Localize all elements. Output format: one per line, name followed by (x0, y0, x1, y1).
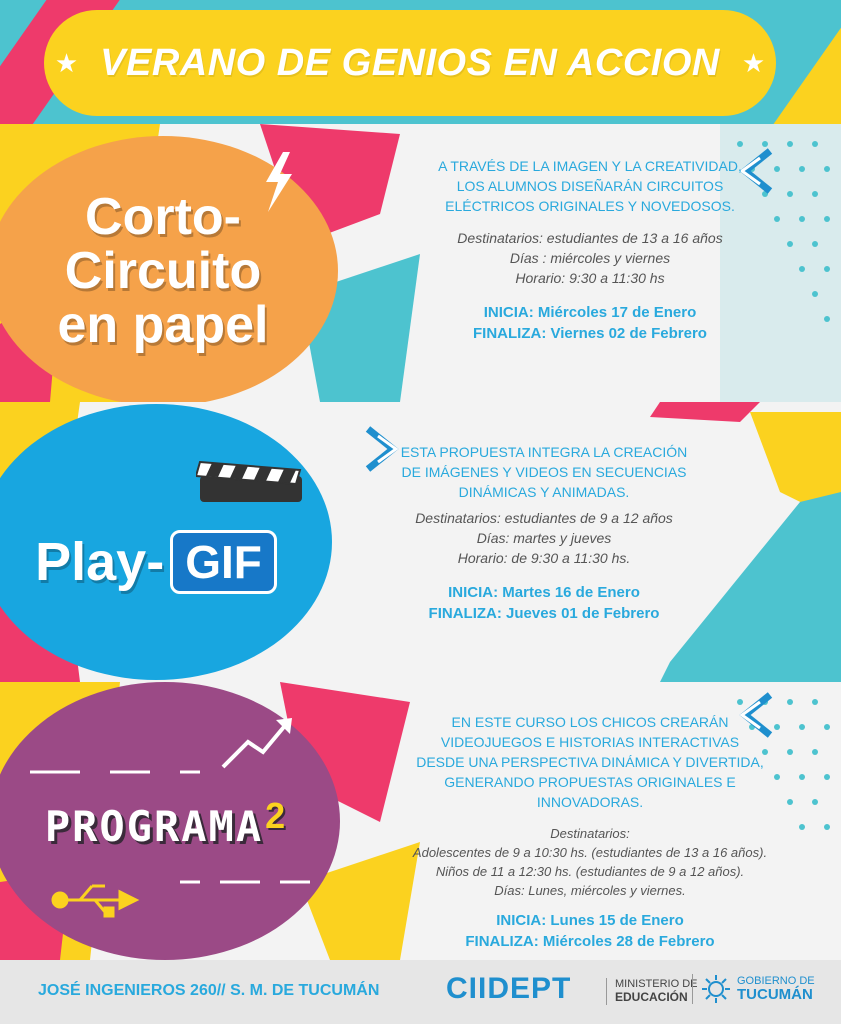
footer (0, 960, 841, 1024)
course-description (374, 442, 714, 502)
meta-line: Horario: 9:30 a 11:30 hs (515, 270, 665, 286)
meta-line: Destinatarios: estudiantes de 9 a 12 años (415, 510, 673, 526)
usb-icon (50, 880, 140, 920)
gobierno-text (737, 975, 815, 1003)
description-line: EN ESTE CURSO LOS CHICOS CREARÁN (451, 714, 729, 730)
description-line: DESDE UNA PERSPECTIVA DINÁMICA Y DIVERTIDA, (416, 754, 764, 770)
description-line: GENERANDO PROPUESTAS ORIGINALES E INNOVADORAS. (444, 774, 736, 810)
course-name-badge: GIF (170, 530, 277, 594)
star-icon: ★ (741, 47, 766, 78)
course-name-suffix: 2 (265, 795, 286, 836)
ministerio-logo (606, 978, 698, 1005)
course-description (390, 712, 790, 812)
course-section-programa2 (0, 682, 841, 960)
course-name-line: Circuito (64, 242, 262, 300)
end-date: FINALIZA: Miércoles 28 de Febrero (465, 933, 715, 950)
clapperboard-icon (196, 460, 306, 504)
growth-arrow-icon (218, 712, 298, 772)
description-line: ELÉCTRICOS ORIGINALES Y NOVEDOSOS. (445, 198, 735, 214)
lightning-icon (258, 152, 298, 212)
meta-line: Días : miércoles y viernes (509, 250, 671, 266)
header-banner (0, 0, 841, 124)
start-date: INICIA: Miércoles 17 de Enero (483, 304, 697, 321)
meta-line: Niños de 11 a 12:30 hs. (estudiantes de 9 a 12 años). (435, 864, 745, 879)
course-info (390, 712, 790, 952)
meta-line: Días: Lunes, miércoles y viernes. (494, 883, 686, 898)
end-date: FINALIZA: Jueves 01 de Febrero (428, 605, 660, 622)
title-banner (44, 10, 776, 116)
course-name-line: Corto- (85, 188, 241, 246)
ministerio-line: EDUCACIÓN (615, 990, 688, 1004)
ministerio-line: MINISTERIO DE (615, 978, 698, 990)
description-line: DE IMÁGENES Y VIDEOS EN SECUENCIAS (401, 464, 687, 480)
course-meta (374, 508, 714, 568)
meta-line: Horario: de 9:30 a 11:30 hs. (457, 550, 631, 566)
description-line: ESTA PROPUESTA INTEGRA LA CREACIÓN (400, 444, 688, 460)
gobierno-line: TUCUMÁN (737, 986, 813, 1003)
description-line: VIDEOJUEGOS E HISTORIAS INTERACTIVAS (440, 734, 740, 750)
course-dates (410, 302, 770, 344)
course-info (410, 156, 770, 344)
course-name-prefix: Play- (35, 532, 165, 592)
page-title: VERANO DE GENIOS EN ACCION (100, 41, 720, 84)
course-dates (374, 582, 714, 624)
course-name-main: PROGRAMA (44, 801, 264, 851)
course-dates (390, 910, 790, 952)
org-logo: CIIDEPT (446, 972, 572, 1005)
star-icon: ★ (54, 47, 79, 78)
end-date: FINALIZA: Viernes 02 de Febrero (473, 325, 707, 342)
description-line: LOS ALUMNOS DISEÑARÁN CIRCUITOS (456, 178, 724, 194)
sun-logo-icon (701, 974, 731, 1004)
start-date: INICIA: Lunes 15 de Enero (496, 912, 684, 929)
course-meta (390, 824, 790, 900)
meta-line: Destinatarios: (550, 826, 630, 841)
course-meta (410, 228, 770, 288)
address: JOSÉ INGENIEROS 260// S. M. DE TUCUMÁN (38, 982, 380, 999)
course-section-play-gif (0, 402, 841, 682)
gobierno-logo (692, 974, 815, 1004)
meta-line: Destinatarios: estudiantes de 13 a 16 años (457, 230, 723, 246)
course-name-line: en papel (57, 296, 269, 354)
course-section-corto-circuito (0, 124, 841, 402)
course-logo-play-gif (0, 404, 332, 680)
start-date: INICIA: Martes 16 de Enero (448, 584, 640, 601)
course-description (410, 156, 770, 216)
description-line: A TRAVÉS DE LA IMAGEN Y LA CREATIVIDAD, (438, 158, 742, 174)
meta-line: Adolescentes de 9 a 10:30 hs. (estudiantes de 13 a 16 años). (412, 845, 768, 860)
description-line: DINÁMICAS Y ANIMADAS. (458, 484, 630, 500)
gobierno-line: GOBIERNO DE (737, 975, 815, 987)
meta-line: Días: martes y jueves (476, 530, 612, 546)
course-info (374, 442, 714, 624)
